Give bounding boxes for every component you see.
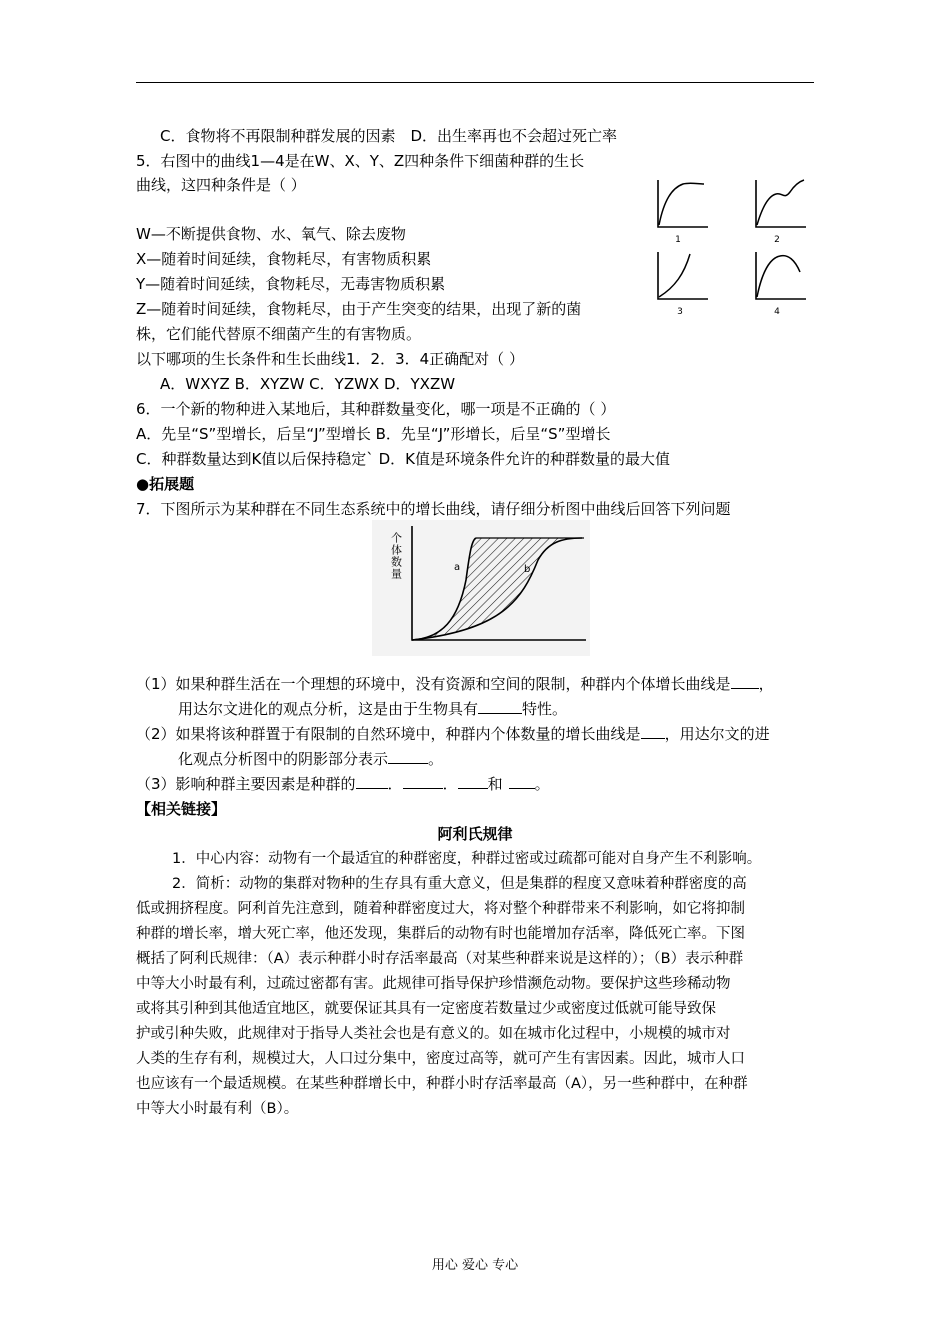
q7-part1-text-c: 用达尔文进化的观点分析，这是由于生物具有 (178, 700, 479, 718)
related-line-4: 种群的增长率，增大死亡率，他还发现，集群后的动物有时也能增加存活率，降低死亡率。下图 (136, 926, 745, 942)
answer-blank-6[interactable] (403, 774, 443, 789)
q5-graph-4 (756, 252, 806, 317)
answer-blank-1[interactable] (731, 674, 759, 689)
related-line-5: 概括了阿利氏规律：（A）表示种群小时存活率最高（对某些种群来说是这样的）；（B）表示种群 (136, 951, 744, 967)
q5-graph-2-label: 2 (774, 235, 780, 245)
q5-growth-curves-figure (650, 172, 810, 322)
q7-part2-text-d: 。 (428, 750, 444, 768)
q5-graph-3-label: 3 (677, 307, 683, 317)
related-line-10: 也应该有一个最适规模。在某些种群增长中，种群小时存活率最高（A），另一些种群中，在种群 (136, 1076, 748, 1092)
q5-options: A．WXYZ B．XYZW C．YZWX D．YXZW (160, 375, 456, 393)
q7-part2-line1 (136, 722, 770, 746)
q5-condition-z-line2: 株，它们能代替原不细菌产生的有害物质。 (136, 325, 422, 343)
q5-graph-1 (658, 180, 708, 245)
q5-stem-line1: 5．右图中的曲线1—4是在W、X、Y、Z四种条件下细菌种群的生长 (136, 152, 585, 170)
q7-stem: 7．下图所示为某种群在不同生态系统中的增长曲线，请仔细分析图中曲线后回答下列问题 (136, 500, 731, 518)
q7-part2-text-b: ，用达尔文的进 (664, 725, 770, 743)
q7-part1-text-d: 特性。 (522, 700, 568, 718)
q7-part1-text-a: （1）如果种群生活在一个理想的环境中，没有资源和空间的限制，种群内个体增长曲线是 (136, 675, 731, 693)
answer-blank-4[interactable] (388, 749, 428, 764)
q7-curve-a-label: a (454, 562, 461, 573)
q5-question: 以下哪项的生长条件和生长曲线1．2．3．4正确配对（ ） (136, 350, 524, 368)
q7-part1-text-b: ， (758, 675, 774, 693)
answer-blank-2[interactable] (478, 699, 522, 714)
q5-graph-2 (756, 180, 806, 245)
q5-graph-3 (658, 252, 708, 317)
q7-part3-text-e: 。 (534, 775, 550, 793)
related-line-7: 或将其引种到其他适宜地区，就要保证其具有一定密度若数量过少或密度过低就可能导致保 (136, 1001, 716, 1017)
related-line-8: 护或引种失败，此规律对于指导人类社会也是有意义的。如在城市化过程中，小规模的城市对 (136, 1026, 731, 1042)
q7-part3-text-d: 和 (487, 775, 503, 793)
q7-growth-figure (372, 520, 590, 656)
page-footer: 用心 爱心 专心 (431, 1258, 519, 1273)
related-title: 阿利氏规律 (437, 825, 513, 843)
related-line-1: 1．中心内容：动物有一个最适宜的种群密度，种群过密或过疏都可能对自身产生不利影响。 (172, 851, 762, 867)
q7-part1-line1 (136, 672, 774, 696)
header-rule (136, 82, 814, 83)
q7-part2-text-a: （2）如果将该种群置于有限制的自然环境中，种群内个体数量的增长曲线是 (136, 725, 641, 743)
q7-y-axis-label: 个体数量 (389, 532, 403, 580)
section-title-extension: ●拓展题 (136, 475, 195, 493)
q7-curve-b-label: b (524, 564, 531, 575)
q5-graph-1-label: 1 (675, 235, 681, 245)
q7-part1-line2 (178, 697, 567, 721)
q5-stem-line2: 曲线，这四种条件是（ ） (136, 176, 306, 194)
q5-condition-x: X—随着时间延续，食物耗尽，有害物质积累 (136, 250, 432, 268)
answer-blank-8[interactable] (509, 774, 535, 789)
related-line-6: 中等大小时最有利，过疏过密都有害。此规律可指导保护珍惜濒危动物。要保护这些珍稀动物 (136, 976, 731, 992)
q6-options-cd: C．种群数量达到K值以后保持稳定` D．K值是环境条件允许的种群数量的最大值 (136, 450, 670, 468)
q7-part2-text-c: 化观点分析图中的阴影部分表示 (178, 750, 389, 768)
related-links-label: 【相关链接】 (136, 800, 227, 818)
answer-blank-7[interactable] (458, 774, 488, 789)
q7-part3-line (136, 772, 550, 796)
q5-condition-y: Y—随着时间延续，食物耗尽，无毒害物质积累 (136, 275, 446, 293)
q7-part3-text-c: ． (442, 775, 458, 793)
related-line-9: 人类的生存有利，规模过大，人口过分集中，密度过高等，就可产生有害因素。因此，城市人口 (136, 1051, 745, 1067)
q4-options: C．食物将不再限制种群发展的因素 D．出生率再也不会超过死亡率 (160, 127, 618, 145)
q5-condition-z-line1: Z—随着时间延续，食物耗尽，由于产生突变的结果，出现了新的菌 (136, 300, 582, 318)
related-line-11: 中等大小时最有利（B）。 (136, 1101, 299, 1117)
answer-blank-5[interactable] (356, 774, 388, 789)
related-line-3: 低或拥挤程度。阿利首先注意到，随着种群密度过大，将对整个种群带来不利影响，如它将抑制 (136, 901, 745, 917)
q7-part3-text-a: （3）影响种群主要因素是种群的 (136, 775, 356, 793)
q6-options-ab: A．先呈“S”型增长，后呈“J”型增长 B．先呈“J”形增长，后呈“S”型增长 (136, 425, 611, 443)
answer-blank-3[interactable] (641, 724, 665, 739)
q7-part3-text-b: ． (387, 775, 403, 793)
q5-condition-w: W—不断提供食物、水、氧气、除去废物 (136, 225, 406, 243)
q5-graph-4-label: 4 (774, 307, 780, 317)
q7-part2-line2 (178, 747, 443, 771)
q6-stem: 6．一个新的物种进入某地后，其种群数量变化，哪一项是不正确的（ ） (136, 400, 616, 418)
related-line-2: 2．简析：动物的集群对物种的生存具有重大意义，但是集群的程度又意味着种群密度的高 (172, 876, 747, 892)
